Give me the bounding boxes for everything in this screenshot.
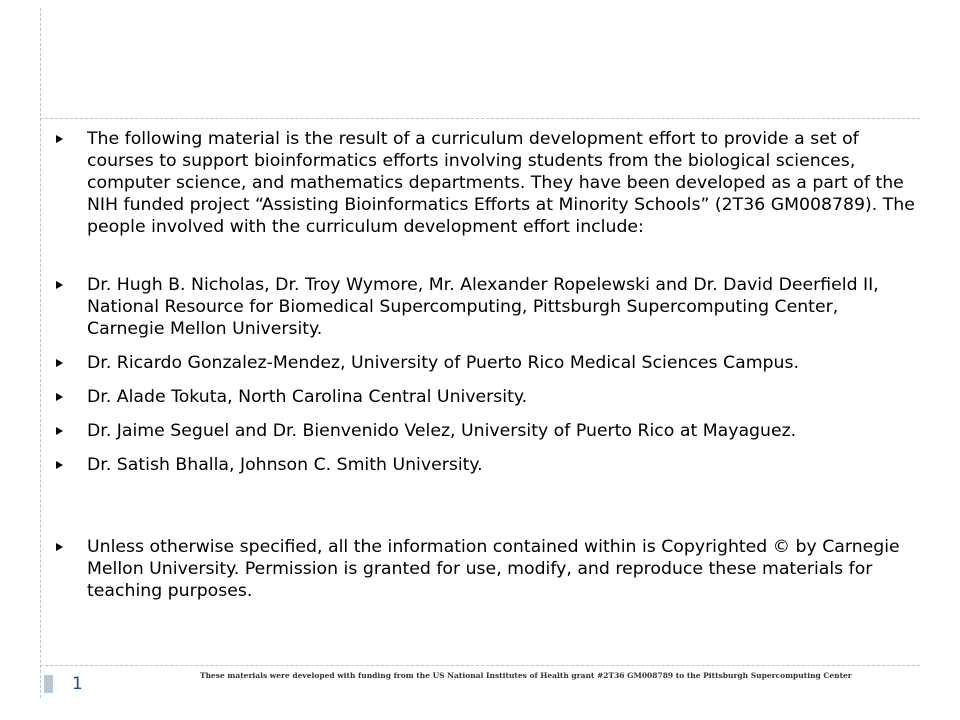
bullet-text: Dr. Ricardo Gonzalez-Mendez, University of Puerto Rico Medical Sciences Campus. (87, 353, 799, 373)
bullet-item-copyright (56, 536, 916, 602)
slide-number-marker (44, 675, 53, 693)
bullet-item-contributor (56, 352, 916, 374)
slide-content (56, 128, 916, 602)
top-divider (40, 118, 920, 119)
triangle-bullet-icon (56, 393, 63, 401)
triangle-bullet-icon (56, 461, 63, 469)
bullet-item-contributor (56, 274, 916, 340)
bullet-text: Dr. Hugh B. Nicholas, Dr. Troy Wymore, Mr. Alexander Ropelewski and Dr. David Deerfield II, National Resource for Biomedical Supercomputing, Pittsburgh Supercomputing Center, Carnegie Mellon University. (87, 275, 879, 339)
triangle-bullet-icon (56, 281, 63, 289)
bullet-text: Dr. Alade Tokuta, North Carolina Central University. (87, 387, 528, 407)
triangle-bullet-icon (56, 543, 63, 551)
bullet-text: Unless otherwise specified, all the information contained within is Copyrighted © by Carnegie Mellon University. Permission is granted for use, modify, and reproduce these materials for teaching purposes. (87, 537, 900, 601)
bullet-text: The following material is the result of a curriculum development effort to provide a set of courses to support bioinformatics efforts involving students from the biological sciences, computer science, and mathematics departments. They have been developed as a part of the NIH funded project “Assisting Bioinformatics Efforts at Minority Schools” (2T36 GM008789). The people involved with the curriculum development effort include: (87, 129, 915, 237)
bullet-text: Dr. Jaime Seguel and Dr. Bienvenido Velez, University of Puerto Rico at Mayaguez. (87, 421, 797, 441)
bullet-item-intro (56, 128, 916, 238)
triangle-bullet-icon (56, 135, 63, 143)
funding-footer: These materials were developed with funding from the US National Institutes of Health grant #2T36 GM008789 to the Pittsburgh Supercomputing Center (200, 671, 852, 680)
bullet-item-contributor (56, 386, 916, 408)
bullet-item-contributor (56, 454, 916, 476)
slide-number: 1 (72, 674, 83, 694)
triangle-bullet-icon (56, 427, 63, 435)
triangle-bullet-icon (56, 359, 63, 367)
bottom-divider (40, 665, 920, 666)
left-divider (40, 8, 41, 698)
bullet-item-contributor (56, 420, 916, 442)
bullet-text: Dr. Satish Bhalla, Johnson C. Smith University. (87, 455, 483, 475)
